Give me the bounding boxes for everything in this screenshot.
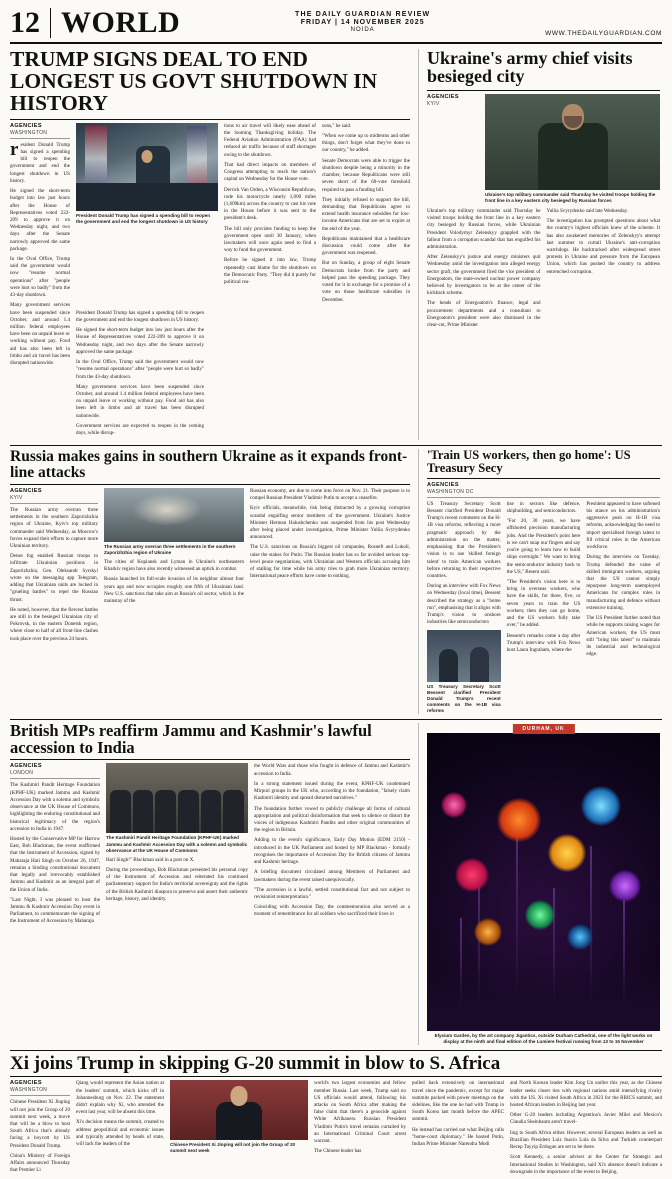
byline (10, 1080, 70, 1093)
paragraph: Many government services have been suspended since October, and around 1.4 million federal employees have been on unpaid leave or working without pay. Food aid has also been left in limbo and air travel has been disrupted nationwide. (76, 383, 204, 419)
kashmir-photo (106, 763, 248, 833)
paragraph: Government services are expected to reopen in the coming days, while disrup- (76, 422, 204, 437)
middle-section (10, 449, 662, 714)
paragraph: the World Wars and those who fought in defence of Jammu and Kashmir's accession to India. (254, 763, 410, 777)
paragraph: sons," he said. (322, 122, 352, 129)
paragraph: He instead has carried out what Beijing calls "home-court diplomacy." He hosted Putin, Indian Prime Minister Narendra Modi (412, 1126, 504, 1148)
byline-location: WASHINGTON DC (427, 488, 474, 495)
paragraph: Other G-20 leaders including Argentina's Javier Milei and Mexico's Claudia Sheinbaum aren't travel- (510, 1112, 662, 1126)
treasury-col-1 (427, 501, 501, 714)
russia-col-3 (250, 488, 410, 646)
kashmir-col-3 (254, 763, 410, 928)
ukraine-photo (485, 94, 660, 190)
paragraph: That had direct impacts on members of Congress attempting to reach the nation's capital on Wednesday for the House vote. (224, 161, 316, 183)
paragraph: Chinese President Xi Jinping will not join the Group of 20 summit next week, a move that will be a blow to host South Africa that's already facing a boycott by US President Donald Trump. (10, 1099, 70, 1149)
ukraine-headline: Ukraine's army chief visits besieged city (427, 48, 633, 87)
paragraph: Kyiv officials, meanwhile, risk being distracted by a growing corruption scandal engulfing senior members of the government. Ukraine's Justice Minister Herman Halushchenko was suspended from his post Wednesday after being placed under investigation, Prime Minister Yuliia Svyrydenko announced. (250, 505, 410, 541)
masthead (10, 8, 662, 44)
third-section (10, 720, 662, 1045)
paragraph: Yuliia Svyrydenko said late Wednesday. (546, 207, 629, 214)
treasury-story (418, 449, 660, 714)
kashmir-photo-caption: The Kashmiri Pandit Heritage Foundation (KPHF-UK) marked Jammu and Kashmir Accession Day with a solemn and symbolic observance at the UK House of Commons (106, 835, 248, 853)
paragraph: The Kashmiri Pandit Heritage Foundation (KPHF-UK) marked Jammu and Kashmir Accession Day with a solemn and symbolic observance at the UK House of Commons, highlighting the enduring constitutional and historical legitimacy of the region's accession to India in 1947. (10, 782, 100, 832)
paragraph: China's Ministry of Foreign Affairs announced Thursday that Premier Li (10, 1152, 70, 1174)
paragraph: Bessent's remarks come a day after Trump's interview with Fox News host Laura Ingraham, where the (506, 632, 581, 653)
paragraph: During an interview with Fox News on Wednesday (local time), Bessent described the strategy as a "home run", emphasising that it aligns with Trump's vision to onshore industries like semiconductors (427, 583, 501, 626)
russia-photo (104, 488, 244, 542)
byline-location: LONDON (10, 770, 34, 777)
paragraph: But on Sunday, a group of eight Senate Democrats broke from the party and helped pass the spending package. They voted for it in exchange for a promise of a vote on those healthcare subsidies in December. (322, 260, 410, 303)
lumiere-feature (418, 723, 660, 1045)
xi-photo (170, 1080, 308, 1140)
ukraine-byline-col (427, 94, 479, 204)
ukraine-photo-caption: Ukraine's top military commander said Thursday he visited troops holding the front line in a key eastern city besieged by Russian forces (485, 191, 656, 203)
treasury-headline: 'Train US workers, then go home': US Treasury Secy (427, 448, 631, 476)
lead-headline: TRUMP SIGNS DEAL TO END LONGEST US GOVT SHUTDOWN IN HISTORY (10, 47, 378, 115)
xi-col-2 (76, 1080, 164, 1179)
byline (10, 123, 70, 136)
lead-col-3 (224, 123, 316, 307)
paragraph: The foundation further vowed to publicly challenge all forms of cultural appropriation and political disinformation that seek to silence or distort the voices of indigenous Kashmiri Pandits and other original communities of the region in Britain. (254, 805, 410, 834)
russia-headline: Russia makes gains in southern Ukraine as it expands front-line attacks (10, 448, 408, 482)
page-folio: 12 (10, 8, 51, 38)
paragraph: Ukraine's top military commander said Thursday he visited troops holding the front line in a key eastern city besieged by Russian forces, while Ukrainian President Volodymyr Zelenskyy grappled with the fallout from a corruption scandal that has engulfed his administration. (427, 207, 541, 250)
paragraph: After Zelenskyy's justice and energy ministers quit Wednesday amid the investigation into alleged energy sector graft, the government fired the vice president of Energoatom, the state-owned nuclear power company believed by investigators to be at the center of the kickback scheme. (427, 254, 541, 297)
paragraph: Many government services have been suspended since October, and around 1.4 million federal employees have been on unpaid leave or working without pay. Food aid has also been left in limbo and air travel has been disrupted nationwide. (10, 302, 70, 367)
xi-col-6 (510, 1080, 662, 1179)
paragraph: "The accession is a lawful, settled constitutional fact and not subject to revisionist reinterpretation." (254, 886, 410, 900)
paper-name: THE DAILY GUARDIAN REVIEW (294, 11, 431, 18)
paragraph: The bill only provides funding to keep the government open until 30 January, when lawmakers will once again need to find a way to fund the government. (224, 225, 316, 254)
paragraph: Before he signed it into law, Trump repeatedly cast blame for the shutdown on the Democratic Party. "They did it purely for political rea- (224, 257, 316, 286)
xi-col-3 (170, 1080, 308, 1179)
lead-col-2 (76, 310, 204, 441)
paragraph: US Treasury Secretary Scott Bessent clarified President Donald Trump's recent comments on the H-1B visa reforms, reflecting a more pragmatic approach by the administration on the matter, emphasising that the President's vision is to use 'skilled foreign talent' to train American workers before returning to their respective countries. (427, 500, 501, 579)
paragraph: A briefing document circulated among Members of Parliament and lawmakers during the event raised unequivocally. (254, 869, 410, 883)
paragraph: Derrick Van Orden, a Wisconsin Republican, rode his motorcycle nearly 1,000 miles (1,609km) across the country to cast his vote in the House before it was sent to the president's desk. (224, 186, 316, 222)
xi-story (10, 1054, 662, 1179)
lead-story (10, 49, 410, 440)
paragraph: and North Korean leader Kim Jong Un earlier this year, as the Chinese leader seeks closer ties with regional nations amid intensifying rivalry with the US. Xi visited South Africa in 2023 for the BRICS summit, and hosted African leaders in Beijing last year. (510, 1080, 662, 1108)
kashmir-col-1 (10, 763, 100, 928)
ukraine-col-2 (547, 208, 661, 333)
lead-photo-caption: President Donald Trump has signed a spending bill to reopen the government and end the longest shutdown in US history (76, 212, 211, 224)
location-badge: DURHAM, UK (512, 724, 574, 734)
paragraph: In the Oval Office, Trump said the government would now "resume normal operations" after "people were hurt so badly" from the 43-day shutdown. (76, 359, 204, 380)
paragraph: Coinciding with Accession Day, the commemoration also served as a moment of remembrance for all soldiers who sacrificed their lives in (254, 904, 410, 918)
byline (427, 482, 660, 495)
lead-body (10, 123, 410, 441)
ukraine-body (427, 208, 660, 333)
kashmir-col-2 (106, 763, 248, 928)
paragraph: Dense fog enabled Russian troops to infiltrate Ukrainian positions in Zaporizhzhia, Gen. Oleksandr Syrskyi wrote on the messaging app Telegram, adding that Ukrainian units are locked in "grueling battles" to repel the Russian thrust. (10, 553, 98, 603)
paragraph: "For 20, 30 years, we have offshored precision manufacturing jobs. And the President's point here is we can't snap our fingers and say you're going to learn how to build ships overnight." We want to bring the semiconductor industry back to the US," Besent said. (506, 518, 581, 575)
paragraph: In a strong statement issued during the event, KPHF-UK condemned Mirpuri groups in the UK who, according to the foundation, "falsely claim Kashmiri identity and spread distorted narratives." (254, 780, 410, 802)
paragraph: During the interview on Tuesday, Trump defended the value of skilled immigrant workers, arguing that the US cannot simply repurpose long-term unemployed Americans for complex roles in manufacturing and defence without extensive training. (586, 554, 661, 611)
byline-location: KYIV (427, 100, 440, 107)
lead-photo (76, 123, 218, 211)
paragraph: The Chinese leader has (314, 1148, 362, 1155)
russia-story (10, 449, 410, 714)
paragraph: The U.S. sanctions on Russia's biggest oil companies, Rosneft and Lukoil, raise the stakes for Putin. The Russian leader has so far avoided serious top-level peace negotiations, with Ukrainian and Western officials accusing him of stalling for time while his army tries to grab more Ukrainian territory. International peace efforts have come to nothing. (250, 544, 410, 580)
treasury-col-2 (507, 501, 581, 714)
paragraph: resident Donald Trump has signed a spending bill to reopen the government and end the longest shutdown in US history. (10, 138, 70, 184)
paragraph: The heads of Energoatom's finance, legal and procurement departments and a consultant to Energoatom's president were also dismissed in the clear-cut, Prime Minister (427, 300, 541, 329)
paragraph: Republicans maintained that a healthcare discussion could come after the government was reopened. (322, 235, 410, 257)
masthead-center (180, 8, 545, 33)
paragraph: President Donald Trump has signed a spending bill to reopen the government and end the longest shutdown in US history. (76, 309, 204, 324)
paragraph: The Russian army overran three settlements in the southern Zaporizhzhia region of Ukraine, Kyiv's top military commander said Wednesday, as Moscow's forces expand their efforts to capture more Ukrainian territory. (10, 506, 98, 549)
byline-agency: AGENCIES (10, 487, 42, 494)
lead-col-1 (10, 123, 70, 441)
paragraph: tise in sectors like defence, shipbuilding, and semiconductors. (506, 500, 581, 515)
section-title: WORLD (61, 6, 181, 39)
kashmir-headline: British MPs reaffirm Jammu and Kashmir's lawful accession to India (10, 720, 372, 757)
xi-col-5 (412, 1080, 504, 1179)
paragraph: The US President further noted that while he supports raising wages for American workers, the US must still "bring this talent" to maintain its industrial and technological edge. (586, 615, 661, 658)
byline-agency: AGENCIES (10, 122, 42, 129)
issue-city: NOIDA (350, 27, 375, 33)
top-section (10, 49, 662, 440)
paragraph: The cities of Kupiansk and Lyman in Ukraine's northeastern Kharkiv region have also recently witnessed an uptick in combat. (104, 559, 244, 573)
byline-agency: AGENCIES (427, 93, 459, 100)
xi-headline: Xi joins Trump in skipping G-20 summit in blow to S. Africa (10, 1052, 501, 1074)
byline (10, 763, 100, 776)
divider (10, 119, 410, 120)
paragraph: He signed the short-term budget into law just hours after the House of Representatives voted 222-209 to approve it on Wednesday night, and two days after the Senate narrowly approved the same package. (76, 327, 204, 355)
byline-agency: AGENCIES (427, 481, 459, 488)
website-url[interactable]: WWW.THEDAILYGUARDIAN.COM (545, 30, 662, 37)
lumiere-photo-caption: Elysium Garden, by the art company Jigantics, outside Durham Cathedral, one of the light works on display at the ninth and final edition of the Lumiere festival running from 13 to 15 November (434, 1032, 653, 1044)
paragraph: They initially refused to support the bill, demanding that Republicans agree to extend health insurance subsidies for low-income Americans that are set to expire at the end of the year. (322, 196, 410, 232)
paragraph: world's two largest economies and fellow member Russia. Last week, Trump said no US officials would attend, following his attacks on South Africa after making the false claim that there's a genocide against White Afrikaners. Russian President Vladimir Putin's travel remains curtailed by an International Criminal Court arrest warrant. (314, 1080, 406, 1145)
paragraph: Russian economy, are due to come into force on Nov. 21. Their purpose is to compel Russian President Vladimir Putin to accept a ceasefire. (250, 487, 410, 502)
ukraine-story (418, 49, 660, 440)
paragraph: Scott Kennedy, a senior adviser at the Center for Strategic and International Studies in Washington, said Xi's absence doesn't indicate a downgrade in the importance of the event to Beijing. (510, 1154, 662, 1175)
paragraph: Qiang would represent the Asian nation at the leaders' summit, which kicks off in Johannesburg on Nov. 22. The statement didn't explain why Xi, who attended the event last year, will be absent this time. (76, 1080, 164, 1116)
paragraph: "When we come up to midterms and other things, don't forget what they've done to our country," he added. (322, 132, 410, 154)
issue-date: FRIDAY | 14 NOVEMBER 2025 (300, 19, 425, 26)
paragraph: Senate Democrats were able to trigger the shutdown despite being a minority in the chamber, because Republicans were still seven short of the 60-vote threshold required to pass a funding bill. (322, 157, 410, 193)
lead-col-4 (322, 123, 410, 307)
byline-agency: AGENCIES (10, 763, 42, 770)
paragraph: pulled back extensively on international travel since the pandemic, except for major summits packed with power meetings on the sidelines, like the one he had with Trump in South Korea last month before the APEC summit. (412, 1080, 504, 1123)
paragraph: ling to South Africa either. However, several European leaders as well as Brazilian President Luiz Inacio Lula da Silva and Turkish counterpart Recep Tayyip Erdogan are set to be there. (510, 1129, 662, 1151)
paragraph: Adding to the event's significance, Early Day Motion (EDM 2150) - introduced in the UK Parliament and hosted by MP Blackman - formally recognises the importance of Accession Day for British citizens of Jammu and Kashmir heritage. (254, 837, 410, 866)
xi-col-4 (314, 1080, 406, 1179)
paragraph: Russia launched its full-scale invasion of its neighbor almost four years ago and now occupies roughly one fifth of Ukrainian land. New U.S. sanctions that take aim at Russia's oil sector, which is the mainstay of the (104, 576, 244, 605)
russia-col-1 (10, 488, 98, 646)
kashmir-story (10, 720, 410, 1045)
paragraph: He signed the short-term budget into law just hours after the House of Representatives voted 222-209 to approve it on Wednesday night, and two days after the Senate narrowly approved the same package. (10, 188, 70, 252)
paragraph: He noted, however, that the fiercest battles are still in the besieged Ukrainian city of Pokrovsk, in the eastern Donetsk region, where close to half of all front-line clashes took place over the previous 24 hours. (10, 606, 98, 642)
russia-photo-caption: The Russian army overran three settlements in the southern Zaporizhzhia region of Ukraine (104, 543, 236, 555)
byline (10, 488, 98, 501)
xi-col-1 (10, 1080, 70, 1179)
paragraph: Hosted by the Conservative MP for Harrow East, Bob Blackman, the event reaffirmed that the Instrument of Accession, signed by Maharaja Hari Singh on October 26, 1947, remains a binding constitutional document that legally and irrevocably established Jammu and Kashmir as an integral part of the Union of India. (10, 836, 100, 893)
byline-agency: AGENCIES (10, 1080, 42, 1087)
treasury-photo (427, 630, 501, 682)
paragraph: Hari Singh!" Blackman said in a post on X. (106, 856, 195, 863)
ukraine-col-1 (427, 208, 541, 333)
paragraph: In the Oval Office, Trump said the government would now "resume normal operations" after "people were hurt so badly" from the 43-day shutdown. (10, 256, 70, 299)
treasury-col-3 (586, 501, 660, 714)
xi-photo-caption: Chinese President Xi Jinping will not join the Group of 20 summit next week (170, 1142, 296, 1154)
lumiere-photo (427, 733, 660, 1031)
byline-location: WASHINGTON (10, 129, 48, 136)
byline-location: WASHINGTON (10, 1087, 48, 1094)
paragraph: "The President's vision here is to bring in overseas workers, who have the skills, for three, five, or seven years to train the US workers; then they can go home, and the US workers fully take over," he added. (506, 578, 581, 629)
paragraph: tions to air travel will likely ease ahead of the looming Thanksgiving holiday. The Federal Aviation Administration (FAA) had reduced air traffic because of staff shortages owing to the shutdown. (224, 122, 316, 158)
lead-photo-and-cols (76, 123, 410, 441)
paragraph: Xi's decision means the summit, created to address geopolitical and economic issues and typically attended by heads of state, will lack the leaders of the (76, 1119, 164, 1148)
russia-col-2 (104, 488, 244, 646)
paragraph: The investigation has prompted questions about what the country's highest officials knew of the scheme. It has also awakened memories of Zelenskyy's attempt last summer to curtail Ukraine's anti-corruption watchdogs. He backtracked after widespread street protests in Ukraine and pressure from the European Union, which has pushed the country to address entrenched corruption. (546, 218, 660, 275)
paragraph: "Last Night, I was pleased to host the Jammu & Kashmir Accession Day event in Parliament, to commemorate the signing of the Instrument of Accession by Maharaja (10, 896, 100, 925)
paragraph: During the proceedings, Bob Blackman presented his personal copy of the Instrument of Accession and reiterated his continued parliamentary support for India's territorial sovereignty and the rights of the British Kashmiri diaspora to preserve and assert their authentic heritage, history, and identity. (106, 866, 248, 902)
paragraph: President appeared to have softened his stance on his administration's aggressive push on H-1B visa reforms, acknowledging the need to import specialised foreign talent to fill critical roles in the American workforce. (586, 500, 661, 551)
byline (427, 94, 479, 107)
treasury-photo-caption: US Treasury Secretary Scott Bessent clarified President Donald Trump's recent comments on the H-1B visa reforms (427, 683, 501, 713)
byline-location: KYIV (10, 494, 23, 501)
